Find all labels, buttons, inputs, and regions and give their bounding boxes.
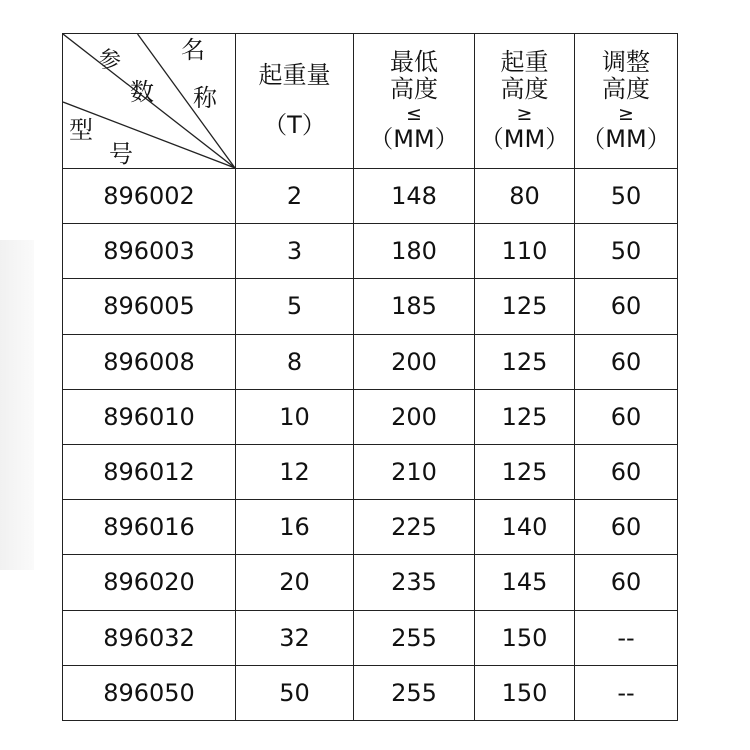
header-adjust-height-line2: 高度 xyxy=(602,75,650,104)
adjust-height-cell: 60 xyxy=(575,389,678,444)
lift-height-cell: 150 xyxy=(475,665,575,720)
corner-char-can: 参 xyxy=(99,48,122,73)
table-row xyxy=(63,665,678,720)
header-capacity xyxy=(236,34,354,169)
header-adjust-height-line4: （MM） xyxy=(581,124,671,153)
capacity-cell: 20 xyxy=(236,555,354,610)
model-cell: 896020 xyxy=(63,555,236,610)
header-min-height xyxy=(354,34,475,169)
header-lift-height-line4: （MM） xyxy=(479,124,570,153)
capacity-cell: 5 xyxy=(236,279,354,334)
header-lift-height xyxy=(475,34,575,169)
adjust-height-cell: -- xyxy=(575,610,678,665)
header-adjust-height-line3: ≥ xyxy=(618,102,634,125)
lift-height-cell: 80 xyxy=(475,169,575,224)
adjust-height-cell: 60 xyxy=(575,444,678,499)
model-cell: 896016 xyxy=(63,500,236,555)
capacity-cell: 8 xyxy=(236,334,354,389)
table-row xyxy=(63,444,678,499)
min-height-cell: 225 xyxy=(354,500,475,555)
model-cell: 896032 xyxy=(63,610,236,665)
adjust-height-cell: 60 xyxy=(575,279,678,334)
adjust-height-cell: 50 xyxy=(575,169,678,224)
model-cell: 896003 xyxy=(63,224,236,279)
header-lift-height-line1: 起重 xyxy=(500,47,549,76)
capacity-cell: 3 xyxy=(236,224,354,279)
lift-height-cell: 125 xyxy=(475,279,575,334)
table-row xyxy=(63,500,678,555)
header-capacity-line1: 起重量 xyxy=(258,61,331,90)
table-row xyxy=(63,555,678,610)
lift-height-cell: 140 xyxy=(475,500,575,555)
capacity-cell: 50 xyxy=(236,665,354,720)
adjust-height-cell: 50 xyxy=(575,224,678,279)
corner-header xyxy=(63,34,236,169)
min-height-cell: 185 xyxy=(354,279,475,334)
adjust-height-cell: 60 xyxy=(575,500,678,555)
corner-char-cheng: 称 xyxy=(193,84,217,112)
adjust-height-cell: 60 xyxy=(575,334,678,389)
adjust-height-cell: 60 xyxy=(575,555,678,610)
corner-char-xing: 型 xyxy=(69,116,93,144)
lift-height-cell: 125 xyxy=(475,444,575,499)
header-adjust-height xyxy=(575,34,678,169)
spec-table xyxy=(62,33,678,721)
lift-height-cell: 110 xyxy=(475,224,575,279)
model-cell: 896050 xyxy=(63,665,236,720)
corner-char-shu: 数 xyxy=(130,78,154,106)
capacity-cell: 12 xyxy=(236,444,354,499)
capacity-cell: 10 xyxy=(236,389,354,444)
background-shadow xyxy=(0,240,34,570)
lift-height-cell: 150 xyxy=(475,610,575,665)
header-min-height-line4: （MM） xyxy=(369,124,459,153)
min-height-cell: 255 xyxy=(354,610,475,665)
table-row xyxy=(63,224,678,279)
lift-height-cell: 125 xyxy=(475,389,575,444)
min-height-cell: 235 xyxy=(354,555,475,610)
min-height-cell: 200 xyxy=(354,389,475,444)
header-capacity-line2: （T） xyxy=(263,111,326,139)
header-min-height-line2: 高度 xyxy=(390,75,438,104)
header-min-height-line3: ≤ xyxy=(406,102,422,125)
table-row xyxy=(63,169,678,224)
header-min-height-line1: 最低 xyxy=(390,47,438,76)
header-row xyxy=(63,34,678,169)
header-adjust-height-line1: 调整 xyxy=(602,47,650,76)
corner-char-ming: 名 xyxy=(181,36,205,64)
header-lift-height-line3: ≥ xyxy=(516,102,533,125)
capacity-cell: 2 xyxy=(236,169,354,224)
capacity-cell: 16 xyxy=(236,500,354,555)
table-row xyxy=(63,279,678,334)
lift-height-cell: 145 xyxy=(475,555,575,610)
min-height-cell: 180 xyxy=(354,224,475,279)
model-cell: 896012 xyxy=(63,444,236,499)
model-cell: 896010 xyxy=(63,389,236,444)
header-lift-height-line2: 高度 xyxy=(500,75,549,104)
min-height-cell: 210 xyxy=(354,444,475,499)
adjust-height-cell: -- xyxy=(575,665,678,720)
table-row xyxy=(63,610,678,665)
min-height-cell: 200 xyxy=(354,334,475,389)
model-cell: 896005 xyxy=(63,279,236,334)
min-height-cell: 148 xyxy=(354,169,475,224)
lift-height-cell: 125 xyxy=(475,334,575,389)
corner-char-hao: 号 xyxy=(109,140,133,168)
min-height-cell: 255 xyxy=(354,665,475,720)
model-cell: 896008 xyxy=(63,334,236,389)
capacity-cell: 32 xyxy=(236,610,354,665)
table-row xyxy=(63,389,678,444)
model-cell: 896002 xyxy=(63,169,236,224)
table-row xyxy=(63,334,678,389)
